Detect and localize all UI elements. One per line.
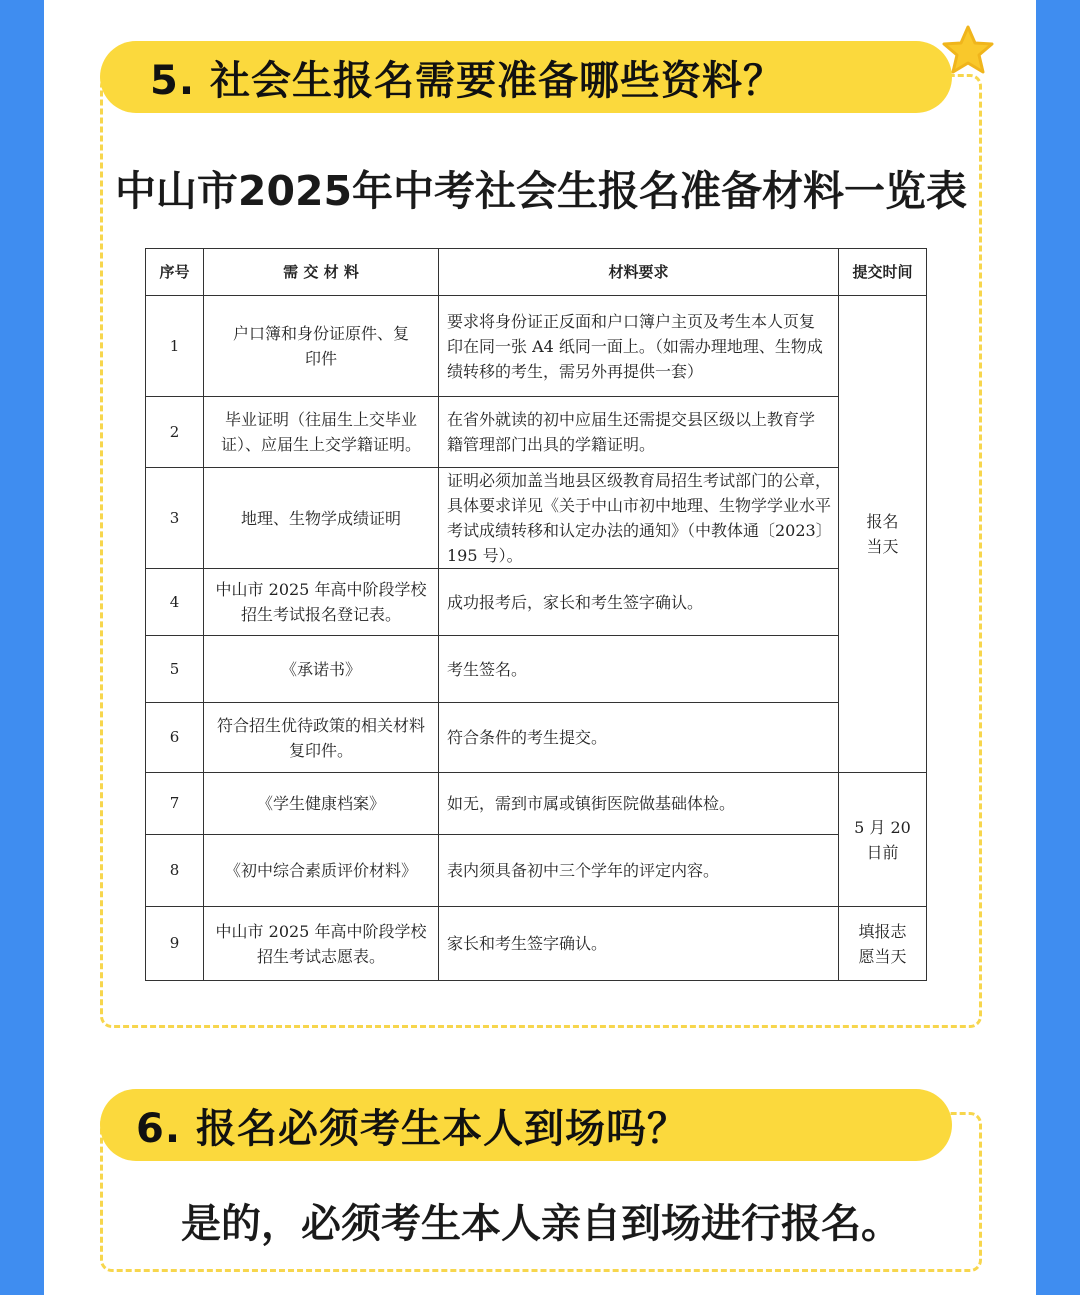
section-6-answer: 是的，必须考生本人亲自到场进行报名。 [181, 1201, 901, 1247]
star-icon [940, 24, 996, 78]
table-row [146, 397, 927, 468]
row-requirement: 证明必须加盖当地县区级教育局招生考试部门的公章，具体要求详见《关于中山市初中地理、生物学学业水平考试成绩转移和认定办法的通知》（中教体通〔2023〕195 号）。 [439, 468, 839, 569]
row-material: 中山市 2025 年高中阶段学校招生考试志愿表。 [204, 907, 439, 981]
table-row [146, 636, 927, 703]
header-material: 需 交 材 料 [204, 249, 439, 296]
header-no: 序号 [146, 249, 204, 296]
table-row [146, 468, 927, 569]
document-title: 中山市2025年中考社会生报名准备材料一览表 [114, 167, 968, 215]
row-material: 《初中综合素质评价材料》 [204, 835, 439, 907]
time-group-1: 报名当天 [839, 296, 927, 773]
row-material: 符合招生优待政策的相关材料复印件。 [204, 703, 439, 773]
header-requirement: 材料要求 [439, 249, 839, 296]
row-requirement: 如无，需到市属或镇街医院做基础体检。 [439, 773, 839, 835]
row-no: 3 [146, 468, 204, 569]
row-requirement: 考生签名。 [439, 636, 839, 703]
row-no: 7 [146, 773, 204, 835]
row-requirement: 成功报考后，家长和考生签字确认。 [439, 569, 839, 636]
row-material: 《承诺书》 [204, 636, 439, 703]
row-no: 1 [146, 296, 204, 397]
time-group-3: 填报志愿当天 [839, 907, 927, 981]
section-5-question: 5. 社会生报名需要准备哪些资料？ [150, 57, 784, 104]
row-requirement: 要求将身份证正反面和户口簿户主页及考生本人页复印在同一张 A4 纸同一面上。（如需办理地理、生物成绩转移的考生，需另外再提供一套） [439, 296, 839, 397]
row-no: 2 [146, 397, 204, 468]
row-no: 4 [146, 569, 204, 636]
time-group-2: 5 月 20 日前 [839, 773, 927, 907]
table-row [146, 296, 927, 397]
row-no: 6 [146, 703, 204, 773]
table-row [146, 703, 927, 773]
row-no: 9 [146, 907, 204, 981]
table-row [146, 835, 927, 907]
table-row [146, 569, 927, 636]
row-material: 地理、生物学成绩证明 [204, 468, 439, 569]
materials-table [145, 248, 927, 981]
row-no: 8 [146, 835, 204, 907]
section-6-question: 6. 报名必须考生本人到场吗？ [136, 1105, 688, 1152]
row-requirement: 在省外就读的初中应届生还需提交县区级以上教育学籍管理部门出具的学籍证明。 [439, 397, 839, 468]
table-row [146, 773, 927, 835]
row-requirement: 表内须具备初中三个学年的评定内容。 [439, 835, 839, 907]
row-material: 毕业证明（往届生上交毕业证）、应届生上交学籍证明。 [204, 397, 439, 468]
table-row [146, 907, 927, 981]
row-requirement: 符合条件的考生提交。 [439, 703, 839, 773]
section-6-question-banner [100, 1089, 952, 1161]
table-header-row [146, 249, 927, 296]
header-time: 提交时间 [839, 249, 927, 296]
row-material: 《学生健康档案》 [204, 773, 439, 835]
row-requirement: 家长和考生签字确认。 [439, 907, 839, 981]
section-5-question-banner [100, 41, 952, 113]
row-material: 中山市 2025 年高中阶段学校招生考试报名登记表。 [204, 569, 439, 636]
row-material: 户口簿和身份证原件、复印件 [204, 296, 439, 397]
row-no: 5 [146, 636, 204, 703]
